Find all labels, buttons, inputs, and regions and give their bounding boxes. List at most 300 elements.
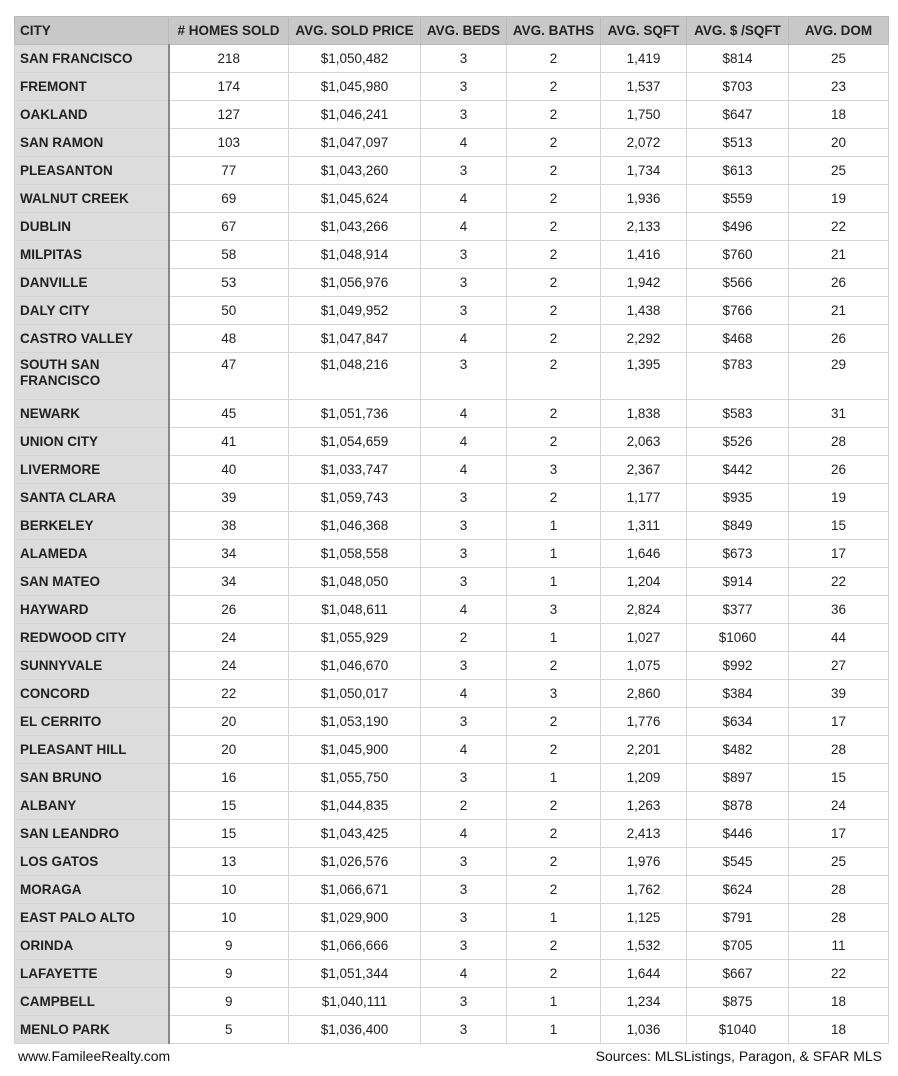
cell-avg-baths: 3 — [507, 596, 601, 624]
cell-avg-beds: 4 — [421, 428, 507, 456]
table-row — [15, 764, 889, 792]
table-row — [15, 129, 889, 157]
cell-city: CAMPBELL — [15, 988, 169, 1016]
cell-avg-sold-price: $1,045,980 — [289, 73, 421, 101]
table-row — [15, 400, 889, 428]
cell-avg-baths: 2 — [507, 400, 601, 428]
cell-homes-sold: 34 — [169, 568, 289, 596]
cell-avg-sqft: 1,762 — [601, 876, 687, 904]
cell-avg-baths: 2 — [507, 848, 601, 876]
cell-city: CONCORD — [15, 680, 169, 708]
cell-avg-baths: 2 — [507, 129, 601, 157]
table-row — [15, 568, 889, 596]
table-row — [15, 157, 889, 185]
cell-city: LIVERMORE — [15, 456, 169, 484]
cell-avg-beds: 3 — [421, 297, 507, 325]
cell-avg-sold-price: $1,043,260 — [289, 157, 421, 185]
cell-homes-sold: 103 — [169, 129, 289, 157]
cell-avg-sold-price: $1,029,900 — [289, 904, 421, 932]
cell-avg-sqft: 2,413 — [601, 820, 687, 848]
cell-avg-beds: 3 — [421, 269, 507, 297]
cell-avg-beds: 4 — [421, 960, 507, 988]
table-row — [15, 736, 889, 764]
cell-homes-sold: 5 — [169, 1016, 289, 1044]
cell-avg-price-per-sqft: $613 — [687, 157, 789, 185]
cell-avg-sqft: 2,063 — [601, 428, 687, 456]
cell-avg-beds: 3 — [421, 876, 507, 904]
cell-avg-baths: 1 — [507, 512, 601, 540]
cell-city: PLEASANT HILL — [15, 736, 169, 764]
header-avg-beds: AVG. BEDS — [421, 17, 507, 45]
cell-avg-dom: 26 — [789, 456, 889, 484]
cell-homes-sold: 69 — [169, 185, 289, 213]
cell-homes-sold: 16 — [169, 764, 289, 792]
cell-avg-sold-price: $1,043,425 — [289, 820, 421, 848]
cell-avg-beds: 3 — [421, 101, 507, 129]
cell-avg-dom: 26 — [789, 269, 889, 297]
cell-avg-price-per-sqft: $992 — [687, 652, 789, 680]
table-row — [15, 213, 889, 241]
cell-avg-beds: 3 — [421, 353, 507, 400]
cell-homes-sold: 48 — [169, 325, 289, 353]
table-row — [15, 624, 889, 652]
cell-avg-sqft: 2,201 — [601, 736, 687, 764]
cell-city: PLEASANTON — [15, 157, 169, 185]
cell-city: LAFAYETTE — [15, 960, 169, 988]
cell-avg-price-per-sqft: $897 — [687, 764, 789, 792]
cell-city: DALY CITY — [15, 297, 169, 325]
cell-avg-sqft: 1,204 — [601, 568, 687, 596]
cell-homes-sold: 9 — [169, 932, 289, 960]
cell-homes-sold: 10 — [169, 904, 289, 932]
cell-avg-dom: 17 — [789, 820, 889, 848]
table-row — [15, 353, 889, 400]
cell-city: SAN MATEO — [15, 568, 169, 596]
cell-avg-baths: 2 — [507, 45, 601, 73]
cell-city: HAYWARD — [15, 596, 169, 624]
cell-avg-sqft: 2,860 — [601, 680, 687, 708]
cell-avg-sold-price: $1,048,050 — [289, 568, 421, 596]
cell-homes-sold: 26 — [169, 596, 289, 624]
cell-avg-beds: 4 — [421, 736, 507, 764]
cell-avg-beds: 3 — [421, 1016, 507, 1044]
cell-homes-sold: 9 — [169, 988, 289, 1016]
cell-avg-sold-price: $1,050,017 — [289, 680, 421, 708]
cell-avg-sold-price: $1,044,835 — [289, 792, 421, 820]
cell-homes-sold: 174 — [169, 73, 289, 101]
cell-avg-baths: 2 — [507, 325, 601, 353]
cell-avg-beds: 3 — [421, 540, 507, 568]
cell-avg-beds: 4 — [421, 680, 507, 708]
table-row — [15, 484, 889, 512]
cell-city: SAN FRANCISCO — [15, 45, 169, 73]
table-row — [15, 1016, 889, 1044]
cell-avg-baths: 2 — [507, 876, 601, 904]
table-row — [15, 512, 889, 540]
cell-avg-baths: 2 — [507, 736, 601, 764]
cell-avg-dom: 19 — [789, 484, 889, 512]
cell-avg-sqft: 1,942 — [601, 269, 687, 297]
cell-homes-sold: 47 — [169, 353, 289, 400]
cell-avg-beds: 4 — [421, 185, 507, 213]
cell-avg-sqft: 1,036 — [601, 1016, 687, 1044]
cell-homes-sold: 22 — [169, 680, 289, 708]
cell-avg-price-per-sqft: $482 — [687, 736, 789, 764]
cell-avg-dom: 19 — [789, 185, 889, 213]
cell-city: WALNUT CREEK — [15, 185, 169, 213]
cell-avg-sqft: 1,177 — [601, 484, 687, 512]
table-row — [15, 297, 889, 325]
cell-avg-dom: 27 — [789, 652, 889, 680]
cell-homes-sold: 67 — [169, 213, 289, 241]
cell-avg-price-per-sqft: $814 — [687, 45, 789, 73]
cell-avg-sqft: 1,209 — [601, 764, 687, 792]
cell-city: LOS GATOS — [15, 848, 169, 876]
cell-avg-beds: 4 — [421, 129, 507, 157]
cell-homes-sold: 9 — [169, 960, 289, 988]
cell-homes-sold: 24 — [169, 624, 289, 652]
cell-avg-sqft: 2,292 — [601, 325, 687, 353]
cell-avg-sold-price: $1,049,952 — [289, 297, 421, 325]
table-row — [15, 325, 889, 353]
cell-avg-price-per-sqft: $513 — [687, 129, 789, 157]
cell-avg-dom: 28 — [789, 876, 889, 904]
cell-avg-price-per-sqft: $647 — [687, 101, 789, 129]
cell-avg-dom: 11 — [789, 932, 889, 960]
cell-avg-sqft: 1,838 — [601, 400, 687, 428]
cell-avg-beds: 3 — [421, 708, 507, 736]
header-avg-sold-price: AVG. SOLD PRICE — [289, 17, 421, 45]
cell-avg-sold-price: $1,056,976 — [289, 269, 421, 297]
cell-avg-sold-price: $1,066,671 — [289, 876, 421, 904]
header-avg-price-per-sqft: AVG. $ /SQFT — [687, 17, 789, 45]
cell-avg-sold-price: $1,058,558 — [289, 540, 421, 568]
cell-avg-baths: 2 — [507, 185, 601, 213]
cell-avg-baths: 2 — [507, 241, 601, 269]
cell-avg-sqft: 1,750 — [601, 101, 687, 129]
cell-homes-sold: 10 — [169, 876, 289, 904]
header-avg-sqft: AVG. SQFT — [601, 17, 687, 45]
cell-avg-sold-price: $1,045,900 — [289, 736, 421, 764]
cell-avg-price-per-sqft: $446 — [687, 820, 789, 848]
cell-avg-baths: 2 — [507, 792, 601, 820]
cell-avg-baths: 1 — [507, 1016, 601, 1044]
cell-city: BERKELEY — [15, 512, 169, 540]
table-row — [15, 540, 889, 568]
cell-avg-dom: 28 — [789, 904, 889, 932]
cell-avg-baths: 1 — [507, 764, 601, 792]
cell-avg-price-per-sqft: $526 — [687, 428, 789, 456]
cell-avg-sqft: 2,133 — [601, 213, 687, 241]
cell-avg-dom: 22 — [789, 213, 889, 241]
cell-avg-baths: 2 — [507, 353, 601, 400]
table-row — [15, 876, 889, 904]
cell-avg-sqft: 1,644 — [601, 960, 687, 988]
cell-city: SAN RAMON — [15, 129, 169, 157]
cell-homes-sold: 24 — [169, 652, 289, 680]
cell-city: SANTA CLARA — [15, 484, 169, 512]
cell-avg-sold-price: $1,048,216 — [289, 353, 421, 400]
cell-avg-baths: 2 — [507, 960, 601, 988]
table-row — [15, 73, 889, 101]
cell-avg-price-per-sqft: $634 — [687, 708, 789, 736]
cell-avg-sqft: 1,311 — [601, 512, 687, 540]
cell-homes-sold: 20 — [169, 708, 289, 736]
cell-homes-sold: 15 — [169, 820, 289, 848]
table-row — [15, 904, 889, 932]
cell-avg-beds: 4 — [421, 456, 507, 484]
cell-avg-beds: 2 — [421, 624, 507, 652]
cell-avg-baths: 2 — [507, 652, 601, 680]
cell-avg-dom: 39 — [789, 680, 889, 708]
cell-avg-dom: 18 — [789, 1016, 889, 1044]
cell-avg-dom: 25 — [789, 848, 889, 876]
cell-avg-baths: 2 — [507, 297, 601, 325]
cell-avg-price-per-sqft: $624 — [687, 876, 789, 904]
cell-homes-sold: 15 — [169, 792, 289, 820]
cell-avg-dom: 26 — [789, 325, 889, 353]
cell-homes-sold: 20 — [169, 736, 289, 764]
cell-avg-sold-price: $1,040,111 — [289, 988, 421, 1016]
cell-city: FREMONT — [15, 73, 169, 101]
cell-avg-price-per-sqft: $559 — [687, 185, 789, 213]
cell-avg-baths: 1 — [507, 568, 601, 596]
table-row — [15, 269, 889, 297]
table-row — [15, 792, 889, 820]
cell-avg-dom: 23 — [789, 73, 889, 101]
cell-homes-sold: 40 — [169, 456, 289, 484]
cell-avg-dom: 21 — [789, 297, 889, 325]
cell-avg-sqft: 1,234 — [601, 988, 687, 1016]
cell-avg-dom: 31 — [789, 400, 889, 428]
table-row — [15, 101, 889, 129]
cell-avg-beds: 3 — [421, 73, 507, 101]
cell-avg-sqft: 1,416 — [601, 241, 687, 269]
cell-avg-baths: 2 — [507, 708, 601, 736]
cell-avg-sqft: 1,075 — [601, 652, 687, 680]
cell-homes-sold: 218 — [169, 45, 289, 73]
cell-avg-baths: 2 — [507, 269, 601, 297]
cell-avg-price-per-sqft: $384 — [687, 680, 789, 708]
cell-avg-price-per-sqft: $1060 — [687, 624, 789, 652]
cell-avg-beds: 4 — [421, 400, 507, 428]
cell-avg-sold-price: $1,047,847 — [289, 325, 421, 353]
cell-avg-price-per-sqft: $1040 — [687, 1016, 789, 1044]
cell-avg-beds: 3 — [421, 848, 507, 876]
cell-avg-sqft: 1,027 — [601, 624, 687, 652]
cell-avg-sold-price: $1,045,624 — [289, 185, 421, 213]
cell-city: ORINDA — [15, 932, 169, 960]
cell-homes-sold: 34 — [169, 540, 289, 568]
cell-avg-dom: 25 — [789, 157, 889, 185]
cell-avg-baths: 1 — [507, 624, 601, 652]
cell-city: MILPITAS — [15, 241, 169, 269]
cell-homes-sold: 41 — [169, 428, 289, 456]
cell-homes-sold: 127 — [169, 101, 289, 129]
cell-avg-baths: 1 — [507, 988, 601, 1016]
cell-city: EAST PALO ALTO — [15, 904, 169, 932]
cell-avg-dom: 15 — [789, 764, 889, 792]
cell-city: MORAGA — [15, 876, 169, 904]
cell-avg-dom: 20 — [789, 129, 889, 157]
cell-avg-price-per-sqft: $849 — [687, 512, 789, 540]
cell-avg-price-per-sqft: $875 — [687, 988, 789, 1016]
cell-avg-price-per-sqft: $667 — [687, 960, 789, 988]
cell-avg-price-per-sqft: $791 — [687, 904, 789, 932]
cell-city: DUBLIN — [15, 213, 169, 241]
table-row — [15, 185, 889, 213]
cell-avg-sold-price: $1,036,400 — [289, 1016, 421, 1044]
cell-avg-sqft: 1,936 — [601, 185, 687, 213]
table-row — [15, 932, 889, 960]
cell-avg-beds: 2 — [421, 792, 507, 820]
cell-avg-sold-price: $1,048,611 — [289, 596, 421, 624]
cell-avg-baths: 3 — [507, 680, 601, 708]
cell-avg-beds: 3 — [421, 932, 507, 960]
cell-avg-dom: 25 — [789, 45, 889, 73]
cell-avg-price-per-sqft: $766 — [687, 297, 789, 325]
cell-avg-sold-price: $1,066,666 — [289, 932, 421, 960]
cell-avg-price-per-sqft: $760 — [687, 241, 789, 269]
cell-avg-dom: 36 — [789, 596, 889, 624]
cell-avg-price-per-sqft: $783 — [687, 353, 789, 400]
cell-avg-beds: 3 — [421, 157, 507, 185]
cell-avg-baths: 2 — [507, 932, 601, 960]
cell-avg-baths: 2 — [507, 213, 601, 241]
sources-note: Sources: MLSListings, Paragon, & SFAR MLS — [595, 1048, 882, 1064]
cell-avg-beds: 4 — [421, 325, 507, 353]
cell-avg-price-per-sqft: $496 — [687, 213, 789, 241]
cell-avg-dom: 28 — [789, 736, 889, 764]
cell-avg-sold-price: $1,055,929 — [289, 624, 421, 652]
table-row — [15, 45, 889, 73]
header-avg-dom: AVG. DOM — [789, 17, 889, 45]
cell-avg-dom: 15 — [789, 512, 889, 540]
table-row — [15, 241, 889, 269]
cell-avg-price-per-sqft: $703 — [687, 73, 789, 101]
cell-city: OAKLAND — [15, 101, 169, 129]
cell-homes-sold: 45 — [169, 400, 289, 428]
cell-avg-beds: 4 — [421, 213, 507, 241]
cell-avg-sold-price: $1,043,266 — [289, 213, 421, 241]
cell-avg-sqft: 1,734 — [601, 157, 687, 185]
cell-city: ALAMEDA — [15, 540, 169, 568]
table-row — [15, 428, 889, 456]
cell-avg-beds: 4 — [421, 820, 507, 848]
cell-avg-price-per-sqft: $583 — [687, 400, 789, 428]
header-homes-sold: # HOMES SOLD — [169, 17, 289, 45]
cell-avg-sold-price: $1,048,914 — [289, 241, 421, 269]
cell-avg-baths: 1 — [507, 540, 601, 568]
cell-city: DANVILLE — [15, 269, 169, 297]
cell-avg-beds: 3 — [421, 241, 507, 269]
cell-avg-dom: 21 — [789, 241, 889, 269]
cell-homes-sold: 38 — [169, 512, 289, 540]
cell-city: SAN BRUNO — [15, 764, 169, 792]
cell-avg-sold-price: $1,026,576 — [289, 848, 421, 876]
cell-avg-dom: 17 — [789, 708, 889, 736]
cell-avg-baths: 2 — [507, 157, 601, 185]
cell-avg-sold-price: $1,046,241 — [289, 101, 421, 129]
table-row — [15, 680, 889, 708]
cell-avg-sold-price: $1,051,736 — [289, 400, 421, 428]
cell-avg-price-per-sqft: $705 — [687, 932, 789, 960]
cell-avg-beds: 3 — [421, 652, 507, 680]
cell-avg-sqft: 1,646 — [601, 540, 687, 568]
website-link[interactable]: www.FamileeRealty.com — [18, 1048, 171, 1064]
cell-avg-sqft: 1,532 — [601, 932, 687, 960]
cell-avg-sqft: 1,976 — [601, 848, 687, 876]
cell-avg-dom: 24 — [789, 792, 889, 820]
table-row — [15, 652, 889, 680]
cell-avg-sqft: 1,776 — [601, 708, 687, 736]
cell-avg-beds: 3 — [421, 764, 507, 792]
table-header-row — [15, 17, 889, 45]
cell-avg-sqft: 1,419 — [601, 45, 687, 73]
table-row — [15, 988, 889, 1016]
cell-homes-sold: 58 — [169, 241, 289, 269]
table-row — [15, 848, 889, 876]
table-row — [15, 596, 889, 624]
cell-homes-sold: 13 — [169, 848, 289, 876]
cell-avg-price-per-sqft: $566 — [687, 269, 789, 297]
cell-avg-dom: 28 — [789, 428, 889, 456]
cell-avg-sold-price: $1,053,190 — [289, 708, 421, 736]
cell-avg-price-per-sqft: $673 — [687, 540, 789, 568]
cell-city: CASTRO VALLEY — [15, 325, 169, 353]
cell-avg-sold-price: $1,054,659 — [289, 428, 421, 456]
cell-city: EL CERRITO — [15, 708, 169, 736]
cell-avg-beds: 4 — [421, 596, 507, 624]
cell-avg-dom: 44 — [789, 624, 889, 652]
cell-avg-sqft: 1,438 — [601, 297, 687, 325]
cell-homes-sold: 53 — [169, 269, 289, 297]
cell-avg-sold-price: $1,033,747 — [289, 456, 421, 484]
cell-avg-baths: 2 — [507, 820, 601, 848]
cell-avg-beds: 3 — [421, 904, 507, 932]
cell-avg-sold-price: $1,055,750 — [289, 764, 421, 792]
cell-avg-dom: 17 — [789, 540, 889, 568]
cell-avg-baths: 3 — [507, 456, 601, 484]
cell-avg-beds: 3 — [421, 484, 507, 512]
cell-avg-dom: 22 — [789, 568, 889, 596]
cell-city: SOUTH SAN FRANCISCO — [15, 353, 169, 400]
cell-city: NEWARK — [15, 400, 169, 428]
cell-city: UNION CITY — [15, 428, 169, 456]
cell-avg-sold-price: $1,046,368 — [289, 512, 421, 540]
cell-avg-beds: 3 — [421, 988, 507, 1016]
table-row — [15, 456, 889, 484]
table-row — [15, 820, 889, 848]
cell-homes-sold: 39 — [169, 484, 289, 512]
cell-avg-price-per-sqft: $545 — [687, 848, 789, 876]
cell-avg-sqft: 1,263 — [601, 792, 687, 820]
cell-avg-sold-price: $1,050,482 — [289, 45, 421, 73]
cell-avg-sqft: 1,537 — [601, 73, 687, 101]
cell-avg-price-per-sqft: $935 — [687, 484, 789, 512]
cell-city: MENLO PARK — [15, 1016, 169, 1044]
cell-city: ALBANY — [15, 792, 169, 820]
cell-avg-sqft: 2,367 — [601, 456, 687, 484]
table-row — [15, 708, 889, 736]
city-sales-table — [14, 16, 889, 1044]
cell-avg-sold-price: $1,059,743 — [289, 484, 421, 512]
cell-avg-sold-price: $1,047,097 — [289, 129, 421, 157]
cell-avg-sold-price: $1,046,670 — [289, 652, 421, 680]
cell-avg-baths: 1 — [507, 904, 601, 932]
cell-avg-price-per-sqft: $878 — [687, 792, 789, 820]
cell-avg-sqft: 1,395 — [601, 353, 687, 400]
